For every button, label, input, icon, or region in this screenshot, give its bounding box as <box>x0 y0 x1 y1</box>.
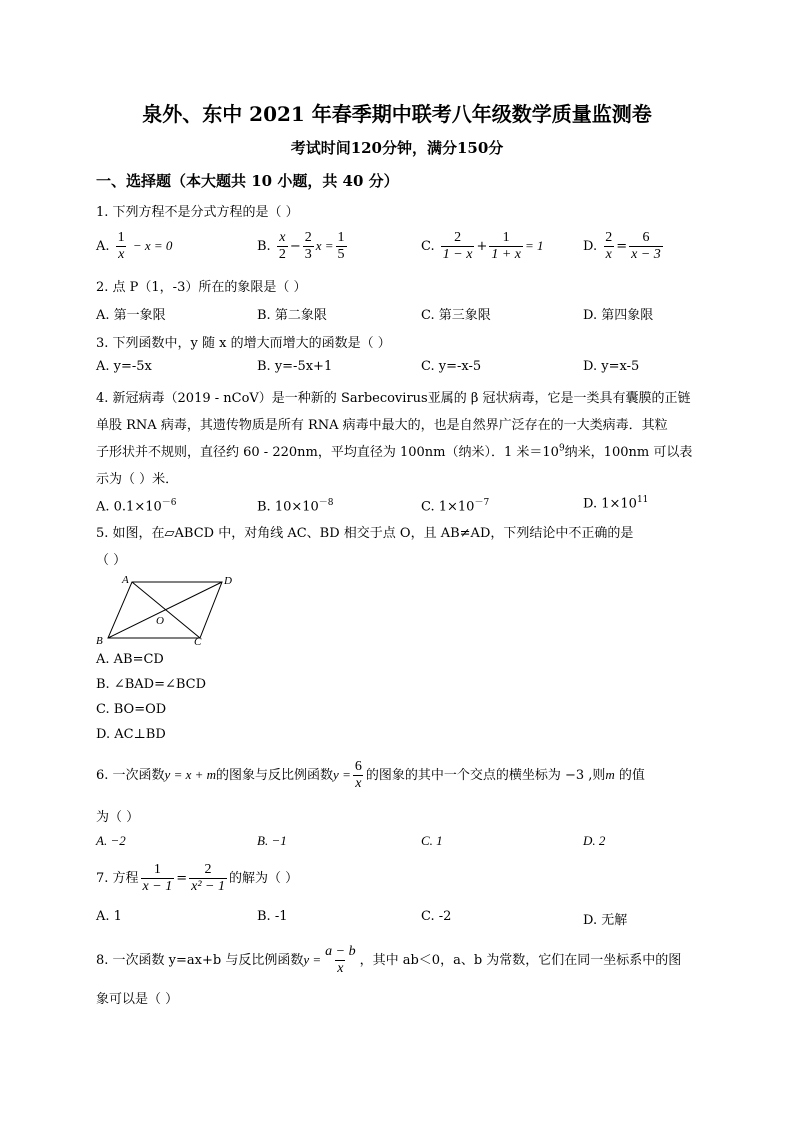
center-label-o: O <box>156 615 164 627</box>
q2-option-c: C. 第三象限 <box>421 308 491 323</box>
exam-subtitle: 考试时间120分钟，满分150分 <box>290 139 504 157</box>
q8-line-2: 象可以是（ ） <box>96 992 179 1007</box>
q1-option-a <box>96 230 172 263</box>
q2-option-d: D. 第四象限 <box>583 308 654 323</box>
q6-line-2: 为（ ） <box>96 810 140 825</box>
vertex-label-d: D <box>224 575 232 587</box>
q5-paren: （ ） <box>96 553 127 568</box>
section-heading: 一、选择题（本大题共 10 小题，共 40 分） <box>96 172 399 190</box>
q7-option-d: D. 无解 <box>583 913 628 928</box>
vertex-label-c: C <box>194 636 202 648</box>
q1-option-b: B. $\frac{x}{2}$ − $\frac{2}{3}$ x = $\frac{1}{5}$ <box>257 230 345 263</box>
q1-a-tail: − x = 0 <box>132 238 173 254</box>
diagonal-bd <box>108 582 222 638</box>
q7-stem: 7. 方程 $\frac{1}{x - 1}$ = $\frac{2}{\text{x² − 1}}$ 的解为（ ） <box>96 862 299 895</box>
q3-stem: 3. 下列函数中，y 随 x 的增大而增大的函数是（ ） <box>96 336 391 351</box>
q1-option-c: C. $\frac{2}{1 - x}$ + $\frac{1}{1 + x}$ = 1 <box>421 230 544 263</box>
q4-line-3: 子形状并不规则，直径约 60 - 220nm，平均直径为 100nm（纳米）．1 米$=10^9$纳米，100nm 可以表 <box>96 443 693 460</box>
vertex-label-a: A <box>122 574 129 586</box>
q4-line-4: 示为（ ）米． <box>96 472 179 487</box>
q1-option-d: D. $\frac{2}{x}$ = $\frac{6}{x - 3}$ <box>583 230 661 263</box>
q4-option-c: C. $1\times 10^{-7}$ <box>421 498 490 515</box>
q1-stem: 1. 下列方程不是分式方程的是（ ） <box>96 205 299 220</box>
vertex-label-b: B <box>96 635 103 647</box>
q5-option-c: C. BO=OD <box>96 702 167 717</box>
q3-option-a: A. y=-5x <box>96 359 152 374</box>
q2-option-a: A. 第一象限 <box>96 308 166 323</box>
q5-option-a: A. AB=CD <box>96 652 164 667</box>
q4-option-b: B. $10\times 10^{-8}$ <box>257 498 334 515</box>
q5-option-b: B. ∠BAD=∠BCD <box>96 677 207 692</box>
q8-line-1: 8. 一次函数 y=ax+b 与反比例函数y = $\frac{a - b}{x}$ ，其中 ab＜0，a、b 为常数，它们在同一坐标系中的图 <box>96 944 682 977</box>
q4-line-2: 单股 RNA 病毒，其遗传物质是所有 RNA 病毒中最大的，也是自然界广泛存在的一大类病毒．其粒 <box>96 418 668 433</box>
q6-option-b: B. −1 <box>257 833 287 848</box>
q1-a-label: A. <box>96 239 110 255</box>
q4-option-a: A. $0.1\times 10^{-6}$ <box>96 498 177 515</box>
q6-option-c: C. 1 <box>421 833 443 848</box>
q7-option-c: C. -2 <box>421 909 452 924</box>
q4-option-d: D. $1\times 10^{11}$ <box>583 495 649 512</box>
q5-option-d: D. AC⊥BD <box>96 727 166 742</box>
q1-a-frac: $\frac{1}{x}$ <box>117 230 125 263</box>
q7-option-a: A. 1 <box>96 909 122 924</box>
q3-option-c: C. y=-x-5 <box>421 359 482 374</box>
q3-option-d: D. y=x-5 <box>583 359 640 374</box>
q2-option-b: B. 第二象限 <box>257 308 327 323</box>
exam-title: 泉外、东中 2021 年春季期中联考八年级数学质量监测卷 <box>142 102 652 126</box>
parallelogram-figure <box>90 570 250 650</box>
q6-option-a: A. −2 <box>96 833 126 848</box>
q6-option-d: D. 2 <box>583 833 606 848</box>
q2-stem: 2. 点 P（1，-3）所在的象限是（ ） <box>96 280 307 295</box>
q7-option-b: B. -1 <box>257 909 288 924</box>
q3-option-b: B. y=-5x+1 <box>257 359 333 374</box>
q4-line-1: 4. 新冠病毒（2019 - nCoV）是一种新的 Sarbecovirus亚属的 β 冠状病毒，它是一类具有囊膜的正链 <box>96 391 691 406</box>
q5-stem: 5. 如图，在▱ABCD 中，对角线 AC、BD 相交于点 O，且 AB≠AD，下列结论中不正确的是 <box>96 526 634 541</box>
q6-line-1: 6. 一次函数y = x + m的图象与反比例函数y = $\frac{6}{x}$ 的图象的其中一个交点的横坐标为 −3 ,则m 的值 <box>96 759 645 792</box>
